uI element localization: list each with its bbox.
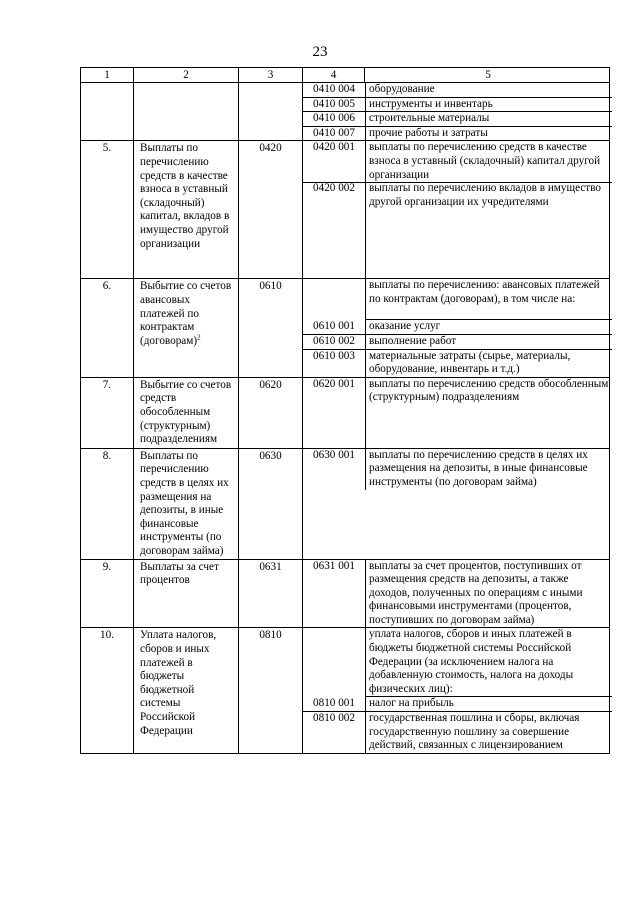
table-row — [80, 83, 610, 141]
sub-desc: выплаты по перечислению средств обособленным (структурным) подразделениям — [365, 378, 612, 448]
row-name: Выплаты за счет процентов — [133, 560, 238, 628]
sub-rows — [302, 628, 611, 752]
page-number: 23 — [312, 44, 328, 60]
row-name: Выплаты по перечислению средств в качестве взноса в уставный (складочный) капитал, вкладов в имущество другой организации — [133, 141, 238, 278]
row-name: Уплата налогов, сборов и иных платежей в бюджеты бюджетной системы Российской Федерации — [133, 628, 238, 752]
lead-code-empty — [303, 279, 365, 320]
sub-row — [303, 112, 611, 127]
sub-row — [303, 712, 611, 753]
sub-code: 0420 002 — [313, 182, 355, 195]
sub-desc: оказание услуг — [365, 320, 612, 335]
row-number: 7. — [102, 378, 112, 391]
header-col-5: 5 — [364, 68, 611, 82]
table-row — [80, 378, 610, 449]
row-name-text: Выбытие со счетов авансовых платежей по контрактам (договорам) — [140, 280, 232, 347]
sub-code: 0410 004 — [303, 83, 365, 98]
table-header — [80, 67, 610, 83]
sub-code: 0610 002 — [303, 335, 365, 350]
table-row — [80, 628, 610, 753]
sub-desc: выплаты за счет процентов, поступивших от размещения средств на депозиты, а также доходов, полученных по операциям с иными финансовыми инструментами (процентов, поступивших по договорам займа) — [365, 560, 612, 628]
header-col-1: 1 — [104, 69, 110, 81]
sub-row — [303, 449, 611, 490]
lead-code-empty — [303, 628, 365, 697]
sub-code: 0631 001 — [313, 559, 355, 572]
sub-rows — [302, 378, 611, 448]
row-code: 0630 — [238, 449, 302, 559]
row-code: 0610 — [238, 279, 302, 376]
row-number: 10. — [100, 629, 114, 642]
sub-row — [303, 182, 611, 278]
sub-row — [303, 335, 611, 350]
sub-row — [303, 560, 611, 628]
sub-code: 0810 002 — [313, 712, 355, 725]
header-col-4: 4 — [302, 68, 364, 82]
sub-desc: налог на прибыль — [365, 697, 612, 712]
sub-row — [303, 378, 611, 448]
sub-desc: выплаты по перечислению средств в целях их размещения на депозиты, в иные финансовые инструменты (по договорам займа) — [365, 449, 612, 490]
row-number: 8. — [102, 449, 112, 462]
table-row — [80, 560, 610, 629]
sub-rows — [302, 83, 611, 140]
sub-rows — [302, 560, 611, 628]
sub-code: 0410 007 — [313, 126, 355, 139]
row-number: 6. — [102, 280, 112, 293]
row-number-cell — [81, 83, 133, 140]
sub-desc: оборудование — [365, 83, 612, 98]
sub-row — [303, 350, 611, 377]
sub-desc: выплаты по перечислению вкладов в имущество другой организации их учредителями — [365, 182, 612, 278]
sub-desc: материальные затраты (сырье, материалы, оборудование, инвентарь и т.д.) — [365, 350, 612, 377]
sub-desc: выплаты по перечислению средств в качестве взноса в уставный (складочный) капитал другой организации — [365, 141, 612, 183]
row-code: 0810 — [238, 628, 302, 752]
sub-desc: государственная пошлина и сборы, включая государственную пошлину за совершение действий, связанных с лицензированием — [365, 712, 612, 753]
table-row — [80, 279, 610, 377]
sub-code: 0410 005 — [303, 98, 365, 113]
sub-row — [303, 98, 611, 113]
codes-table — [80, 67, 610, 754]
lead-desc: уплата налогов, сборов и иных платежей в бюджеты бюджетной системы Российской Федерации (за исключением налога на добавленную стоимость, налога на доходы физических лиц): — [365, 628, 612, 697]
footnote-marker: 2 — [197, 333, 201, 342]
sub-code: 0810 001 — [303, 697, 365, 712]
row-name — [133, 279, 238, 376]
sub-row — [303, 83, 611, 98]
sub-code: 0610 001 — [303, 320, 365, 335]
row-number: 5. — [102, 142, 112, 155]
sub-code: 0410 006 — [303, 112, 365, 127]
header-col-2: 2 — [133, 68, 238, 82]
row-code: 0620 — [238, 378, 302, 448]
sub-code: 0420 001 — [303, 141, 365, 183]
row-code: 0631 — [238, 560, 302, 628]
row-code-cell — [238, 83, 302, 140]
sub-row — [303, 697, 611, 712]
lead-desc: выплаты по перечислению: авансовых платежей по контрактам (договорам), в том числе на: — [365, 279, 612, 320]
sub-code: 0620 001 — [313, 377, 355, 390]
sub-code: 0630 001 — [313, 448, 355, 461]
sub-row — [303, 127, 611, 141]
lead-row — [303, 628, 611, 697]
header-col-3: 3 — [238, 68, 302, 82]
sub-row — [303, 320, 611, 335]
sub-code: 0610 003 — [313, 349, 355, 362]
sub-desc: выполнение работ — [365, 335, 612, 350]
row-name: Выбытие со счетов средств обособленным (структурным) подразделениям — [133, 378, 238, 448]
row-name-cell — [133, 83, 238, 140]
sub-desc: инструменты и инвентарь — [365, 98, 612, 113]
row-code: 0420 — [238, 141, 302, 278]
sub-desc: прочие работы и затраты — [365, 127, 612, 141]
table-row — [80, 449, 610, 560]
sub-rows — [302, 449, 611, 559]
sub-desc: строительные материалы — [365, 112, 612, 127]
lead-row — [303, 279, 611, 320]
sub-row — [303, 141, 611, 182]
sub-rows — [302, 279, 611, 376]
sub-rows — [302, 141, 611, 278]
row-number: 9. — [102, 560, 112, 573]
table-row — [80, 141, 610, 279]
row-name: Выплаты по перечислению средств в целях их размещения на депозиты, в иные финансовые инструменты (по договорам займа) — [133, 449, 238, 559]
